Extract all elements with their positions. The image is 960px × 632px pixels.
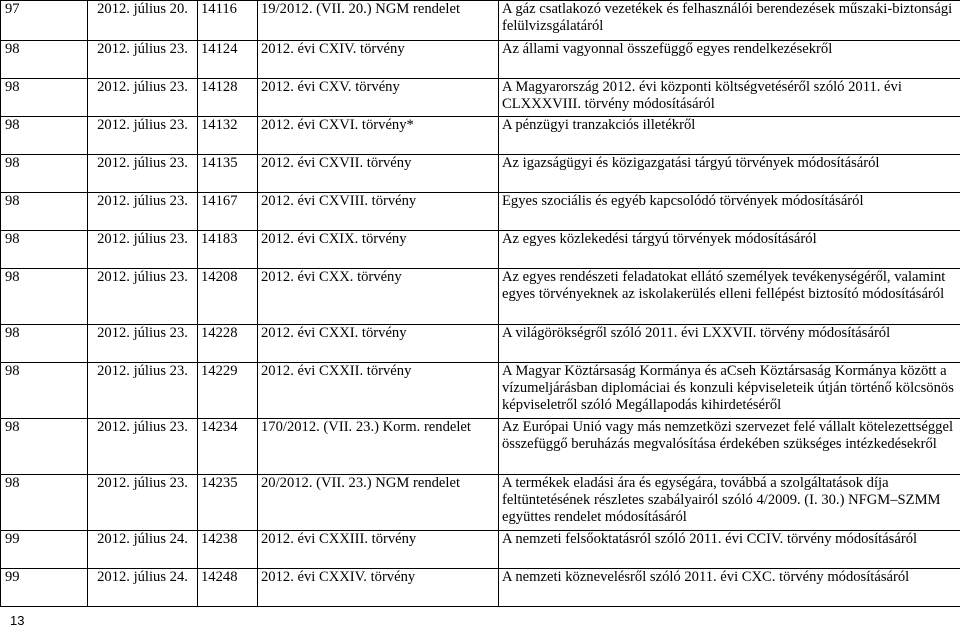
page-reference: 14235 (198, 475, 258, 531)
legal-reference: 2012. évi CXXII. törvény (258, 363, 499, 419)
act-title: Az egyes rendészeti feladatokat ellátó személyek tevékenységéről, valamint egyes törvényeknek az iskolakerülés elleni fellépést biztosító módosításáról (499, 269, 960, 325)
issue-date: 2012. július 23. (88, 117, 198, 155)
act-title: A pénzügyi tranzakciós illetékről (499, 117, 960, 155)
page-reference: 14228 (198, 325, 258, 363)
issue-date: 2012. július 23. (88, 193, 198, 231)
table-row (1, 1, 960, 41)
page-reference: 14132 (198, 117, 258, 155)
issue-number: 99 (1, 531, 88, 569)
page-reference: 14229 (198, 363, 258, 419)
act-title: Az Európai Unió vagy más nemzetközi szervezet felé vállalt kötelezettséggel összefüggő beruházás megvalósítása érdekében szükséges intézkedésekről (499, 419, 960, 475)
legal-reference: 2012. évi CXVI. törvény* (258, 117, 499, 155)
issue-number: 98 (1, 475, 88, 531)
legal-reference: 2012. évi CXVIII. törvény (258, 193, 499, 231)
issue-number: 98 (1, 79, 88, 117)
legal-reference: 2012. évi CXIX. törvény (258, 231, 499, 269)
issue-number: 98 (1, 269, 88, 325)
legal-reference: 2012. évi CXXI. törvény (258, 325, 499, 363)
page-reference: 14167 (198, 193, 258, 231)
act-title: A világörökségről szóló 2011. évi LXXVII. törvény módosításáról (499, 325, 960, 363)
issue-number: 98 (1, 193, 88, 231)
table-row (1, 419, 960, 475)
table-row (1, 569, 960, 607)
issue-number: 98 (1, 325, 88, 363)
page-reference: 14135 (198, 155, 258, 193)
table-row (1, 363, 960, 419)
issue-date: 2012. július 23. (88, 79, 198, 117)
page-reference: 14183 (198, 231, 258, 269)
act-title: Az igazságügyi és közigazgatási tárgyú törvények módosításáról (499, 155, 960, 193)
legal-reference: 170/2012. (VII. 23.) Korm. rendelet (258, 419, 499, 475)
legal-reference: 19/2012. (VII. 20.) NGM rendelet (258, 1, 499, 41)
issue-number: 98 (1, 117, 88, 155)
act-title: A Magyarország 2012. évi központi költségvetéséről szóló 2011. évi CLXXXVIII. törvény módosításáról (499, 79, 960, 117)
legal-reference: 20/2012. (VII. 23.) NGM rendelet (258, 475, 499, 531)
legal-reference: 2012. évi CXX. törvény (258, 269, 499, 325)
issue-date: 2012. július 23. (88, 325, 198, 363)
issue-date: 2012. július 23. (88, 475, 198, 531)
table-row (1, 79, 960, 117)
issue-date: 2012. július 23. (88, 231, 198, 269)
act-title: Az egyes közlekedési tárgyú törvények módosításáról (499, 231, 960, 269)
issue-number: 98 (1, 41, 88, 79)
legal-reference: 2012. évi CXVII. törvény (258, 155, 499, 193)
issue-date: 2012. július 23. (88, 419, 198, 475)
table-row (1, 269, 960, 325)
legal-reference: 2012. évi CXXIV. törvény (258, 569, 499, 607)
issue-date: 2012. július 24. (88, 531, 198, 569)
act-title: A termékek eladási ára és egységára, továbbá a szolgáltatások díja feltüntetésének részletes szabályairól szóló 4/2009. (I. 30.) NFGM–SZMM együttes rendelet módosításáról (499, 475, 960, 531)
issue-number: 98 (1, 155, 88, 193)
issue-number: 97 (1, 1, 88, 41)
table-row (1, 531, 960, 569)
page-reference: 14248 (198, 569, 258, 607)
issue-date: 2012. július 23. (88, 155, 198, 193)
act-title: A nemzeti felsőoktatásról szóló 2011. évi CCIV. törvény módosításáról (499, 531, 960, 569)
legal-reference: 2012. évi CXXIII. törvény (258, 531, 499, 569)
issue-number: 98 (1, 363, 88, 419)
table-row (1, 325, 960, 363)
issue-number: 98 (1, 231, 88, 269)
issue-date: 2012. július 23. (88, 363, 198, 419)
table-row (1, 155, 960, 193)
page-reference: 14238 (198, 531, 258, 569)
issue-date: 2012. július 23. (88, 269, 198, 325)
act-title: A gáz csatlakozó vezetékek és felhasználói berendezések műszaki-biztonsági felülvizsgálatáról (499, 1, 960, 41)
page-reference: 14128 (198, 79, 258, 117)
act-title: A Magyar Köztársaság Kormánya és aCseh Köztársaság Kormánya között a vízumeljárásban diplomáciai és konzuli képviseleteik útján történő kölcsönös képviseletről szóló Megállapodás kihirdetéséről (499, 363, 960, 419)
table-row (1, 193, 960, 231)
table-row (1, 41, 960, 79)
act-title: A nemzeti köznevelésről szóló 2011. évi CXC. törvény módosításáról (499, 569, 960, 607)
issue-number: 99 (1, 569, 88, 607)
page-reference: 14234 (198, 419, 258, 475)
issue-date: 2012. július 24. (88, 569, 198, 607)
issue-date: 2012. július 23. (88, 41, 198, 79)
act-title: Egyes szociális és egyéb kapcsolódó törvények módosításáról (499, 193, 960, 231)
table-row (1, 117, 960, 155)
page-reference: 14124 (198, 41, 258, 79)
page-number: 13 (10, 613, 25, 628)
legal-reference: 2012. évi CXIV. törvény (258, 41, 499, 79)
issue-number: 98 (1, 419, 88, 475)
page-reference: 14116 (198, 1, 258, 41)
act-title: Az állami vagyonnal összefüggő egyes rendelkezésekről (499, 41, 960, 79)
page-reference: 14208 (198, 269, 258, 325)
table-row (1, 475, 960, 531)
table-row (1, 231, 960, 269)
legal-reference: 2012. évi CXV. törvény (258, 79, 499, 117)
issue-date: 2012. július 20. (88, 1, 198, 41)
